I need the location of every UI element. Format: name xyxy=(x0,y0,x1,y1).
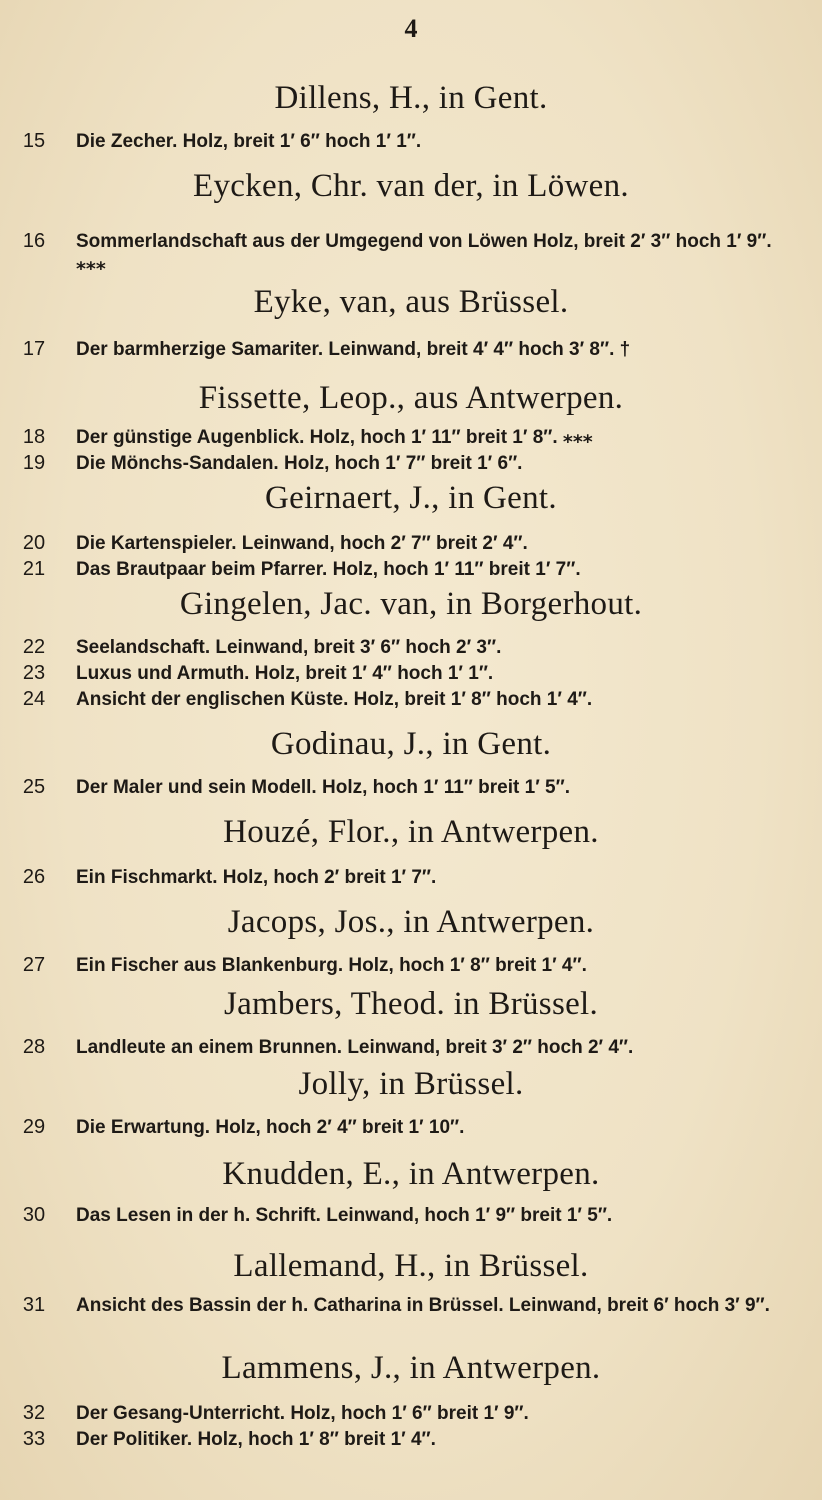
entry-number: 20 xyxy=(22,532,46,554)
entry-number: 31 xyxy=(22,1294,46,1316)
entry-number: 16 xyxy=(22,230,46,252)
artist-heading: Dillens, H., in Gent. xyxy=(274,80,548,116)
entry-number: 22 xyxy=(22,636,46,658)
entry-number: 25 xyxy=(22,776,46,798)
entry-number: 17 xyxy=(22,338,46,360)
entry-number: 30 xyxy=(22,1204,46,1226)
entry-text: Der Gesang-Unterricht. Holz, hoch 1′ 6″ breit 1′ 9″. xyxy=(76,1403,529,1424)
entry-text: Landleute an einem Brunnen. Leinwand, breit 3′ 2″ hoch 2′ 4″. xyxy=(76,1037,634,1058)
entry-number: 19 xyxy=(22,452,46,474)
entry-number: 32 xyxy=(22,1402,46,1424)
entry-text: Die Mönchs-Sandalen. Holz, hoch 1′ 7″ breit 1′ 6″. xyxy=(76,453,523,474)
entry-text: Ansicht der englischen Küste. Holz, breit 1′ 8″ hoch 1′ 4″. xyxy=(76,689,593,710)
entry-text: Die Kartenspieler. Leinwand, hoch 2′ 7″ breit 2′ 4″. xyxy=(76,533,528,554)
entry-number: 28 xyxy=(22,1036,46,1058)
entry-text: Das Brautpaar beim Pfarrer. Holz, hoch 1′ 11″ breit 1′ 7″. xyxy=(76,559,581,580)
entry-text: Der Maler und sein Modell. Holz, hoch 1′ 11″ breit 1′ 5″. xyxy=(76,777,570,798)
entry-text: Die Zecher. Holz, breit 1′ 6″ hoch 1′ 1″. xyxy=(76,131,422,152)
artist-heading: Jacops, Jos., in Antwerpen. xyxy=(227,904,595,940)
entry-number: 24 xyxy=(22,688,46,710)
entry-text: Ein Fischer aus Blankenburg. Holz, hoch 1′ 8″ breit 1′ 4″. xyxy=(76,955,587,976)
artist-heading: Jambers, Theod. in Brüssel. xyxy=(223,986,599,1022)
artist-heading: Gingelen, Jac. van, in Borgerhout. xyxy=(179,586,643,622)
entry-text: Das Lesen in der h. Schrift. Leinwand, hoch 1′ 9″ breit 1′ 5″. xyxy=(76,1205,613,1226)
artist-heading: Eyke, van, aus Brüssel. xyxy=(253,284,569,320)
artist-heading: Lallemand, H., in Brüssel. xyxy=(233,1248,589,1284)
artist-heading: Houzé, Flor., in Antwerpen. xyxy=(223,814,599,850)
entry-text: Der barmherzige Samariter. Leinwand, breit 4′ 4″ hoch 3′ 8″. † xyxy=(76,339,631,360)
entry-number: 15 xyxy=(22,130,46,152)
artist-heading: Fissette, Leop., aus Antwerpen. xyxy=(198,380,624,416)
entry-text: Die Erwartung. Holz, hoch 2′ 4″ breit 1′ 10″. xyxy=(76,1117,465,1138)
artist-heading: Geirnaert, J., in Gent. xyxy=(265,480,557,516)
entry-text: Der günstige Augenblick. Holz, hoch 1′ 11″ breit 1′ 8″. ⁎⁎⁎ xyxy=(76,427,593,448)
entry-number: 33 xyxy=(22,1428,46,1450)
entry-number: 26 xyxy=(22,866,46,888)
entry-number: 23 xyxy=(22,662,46,684)
entry-text: Seelandschaft. Leinwand, breit 3′ 6″ hoch 2′ 3″. xyxy=(76,637,502,658)
entry-number: 29 xyxy=(22,1116,46,1138)
artist-heading: Godinau, J., in Gent. xyxy=(270,726,552,762)
entry-number: 21 xyxy=(22,558,46,580)
artist-heading: Eycken, Chr. van der, in Löwen. xyxy=(193,168,629,204)
page-number: 4 xyxy=(404,14,418,43)
artist-heading: Lammens, J., in Antwerpen. xyxy=(221,1350,601,1386)
entry-number: 18 xyxy=(22,426,46,448)
artist-heading: Jolly, in Brüssel. xyxy=(298,1066,524,1102)
entry-text: Ein Fischmarkt. Holz, hoch 2′ breit 1′ 7″. xyxy=(76,867,437,888)
entry-number: 27 xyxy=(22,954,46,976)
entry-text: Der Politiker. Holz, hoch 1′ 8″ breit 1′ 4″. xyxy=(76,1429,436,1450)
entry-text: Luxus und Armuth. Holz, breit 1′ 4″ hoch 1′ 1″. xyxy=(76,663,494,684)
entry-text: Ansicht des Bassin der h. Catharina in Brüssel. Leinwand, breit 6′ hoch 3′ 9″. xyxy=(76,1295,770,1316)
artist-heading: Knudden, E., in Antwerpen. xyxy=(222,1156,600,1192)
entry-text: Sommerlandschaft aus der Umgegend von Löwen Holz, breit 2′ 3″ hoch 1′ 9″. ⁎⁎⁎ xyxy=(76,231,772,275)
